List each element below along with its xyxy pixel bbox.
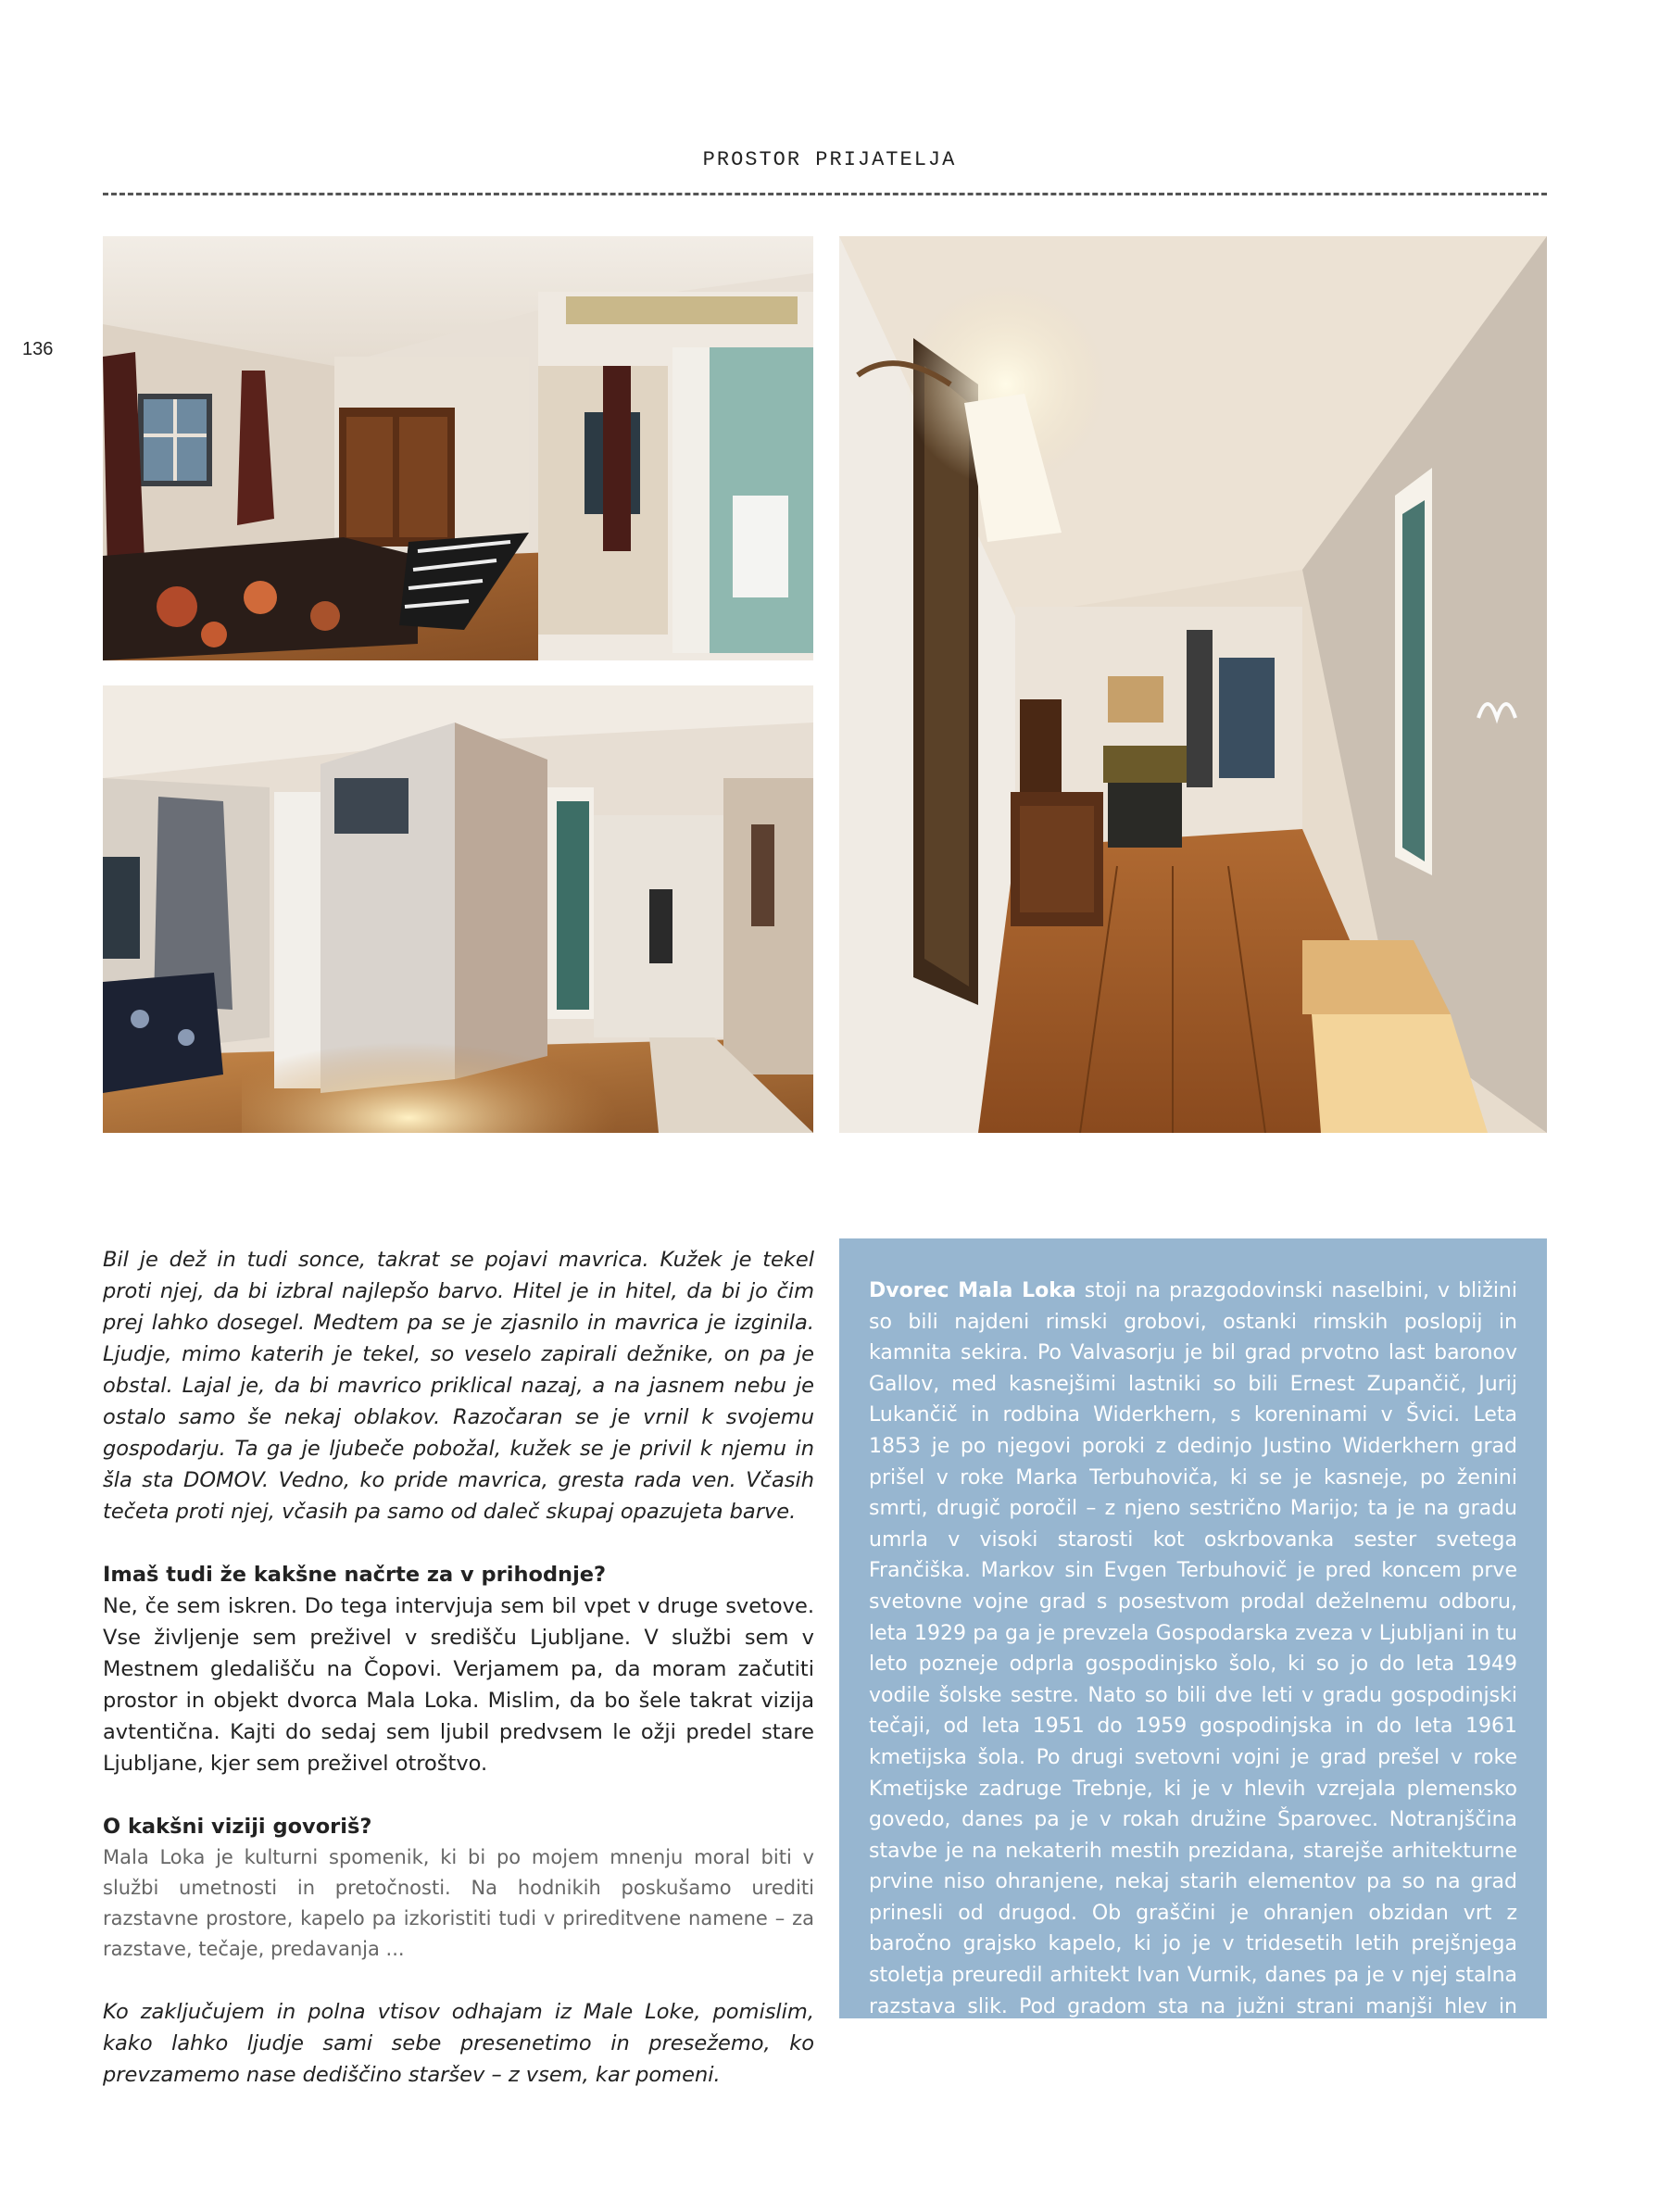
sidebar-body: stoji na prazgodovinski naselbini, v bližini so bili najdeni rimski grobovi, ostanki rimskih poslopij in kamnita sekira. Po Valvasorju je bil grad prvotno last baronov Gallov, med kasnejšimi lastniki so bili Ernest Zupančič, Jurij Lukančič in rodbina Widerkhern, s koreninami v Švici. Leta 1853 je po njegovi poroki z dedinjo Justino Widerkhern grad prišel v roke Marka Terbuhoviča, ki se je kasneje, po ženini smrti, drugič poročil – z njeno sestrično Marijo; ta je na gradu umrla v visoki starosti kot oskrbovanka sester svetega Frančiška. Markov sin Evgen Terbuhovič je pred koncem prve svetovne vojne grad s posestvom prodal deželnemu odboru, leta 1929 pa ga je prevzela Gospodarska zveza v Ljubljani in tu leto pozneje odprla gospodinjsko šolo, ki so jo do leta 1949 vodile šolske sestre. Nato so bili dve leti v gradu gospodinjski tečaji, od leta 1951 do 1959 gospodinjska in do leta 1961 kmetijska šola. Po drugi svetovni vojni je grad prešel v roke Kmetijske zadruge Trebnje, ki je v hlevih vzrejala plemensko govedo, danes pa je v rokah družine Šparovec. Notranjščina stavbe je na nekaterih mestih prezidana, starejše arhitekturne prvine niso ohranjene, nekaj starih elementov pa so na grad prinesli od drugod. Ob graščini je ohranjen obzidan vrt z baročno grajsko kapelo, ki jo je v tridesetih letih prejšnjega stoletja preuredil arhitekt Ivan Vurnik, danes pa je v njej stalna razstava slik. Pod gradom sta na južni strani manjši hlev in maneža, kjer so dresirali konje. (Vir: zemljevid.najdi.si/kraj/POI49751/mala-loka) <box>869 1279 1517 2080</box>
article-intro: Bil je dež in tudi sonce, takrat se pojavi mavrica. Kužek je tekel proti njej, da bi izbral najlepšo barvo. Hitel je in hitel, da bi jo čim prej lahko dosegel. Medtem pa se je zjasnilo in mavrica je izginila. Ljudje, mimo katerih je tekel, so veselo zapirali dežnike, on pa je obstal. Lajal je, da bi mavrico priklical nazaj, a na jasnem nebu je ostalo samo še nekaj oblakov. Razočaran se je vrnil k svojemu gospodarju. Ta ga je ljubeče pobožal, kužek se je privil k njemu in šla sta DOMOV. Vedno, ko pride mavrica, gresta rada ven. Včasih tečeta proti njej, včasih pa samo od daleč skupaj opazujeta barve. <box>103 1248 814 1524</box>
sidebar-lead: Dvorec Mala Loka <box>869 1279 1076 1302</box>
header-divider <box>103 193 1547 195</box>
interview-question-plans: Imaš tudi že kakšne načrte za v prihodnje? <box>103 1563 607 1587</box>
article-closing: Ko zaključujem in polna vtisov odhajam iz Male Loke, pomislim, kako lahko ljudje sami sebe presenetimo in presežemo, ko prevzamemo nase dediščino staršev – z vsem, kar pomeni. <box>103 2000 814 2087</box>
sidebar-text <box>869 1276 1517 2084</box>
running-header: PROSTOR PRIJATELJA <box>702 148 957 171</box>
interview-answer-plans: Ne, če sem iskren. Do tega intervjuja sem bil vpet v druge svetove. Vse življenje sem preživel v središču Ljubljane. V službi sem v Mestnem gledališču na Čopovi. Verjamem pa, da moram začutiti prostor in objekt dvorca Mala Loka. Mislim, da bo šele takrat vizija avtentična. Kajti do sedaj sem ljubil predvsem le ožji predel stare Ljubljane, kjer sem preživel otroštvo. <box>103 1594 814 1776</box>
page-number: 136 <box>22 339 54 359</box>
article-column <box>103 1244 814 2091</box>
bedroom-photo <box>103 236 813 660</box>
history-sidebar <box>839 1238 1547 2080</box>
interview-question-vision: O kakšni viziji govoriš? <box>103 1815 372 1839</box>
hallway-bedroom-photo <box>103 685 813 1133</box>
interview-answer-vision: Mala Loka je kulturni spomenik, ki bi po mojem mnenju moral biti v službi umetnosti in pretočnosti. Na hodnikih poskušamo urediti razstavne prostore, kapelo pa izkoristiti tudi v prireditvene namene – za razstave, tečaje, predavanja ... <box>103 1846 814 1960</box>
corridor-photo <box>839 236 1547 1133</box>
